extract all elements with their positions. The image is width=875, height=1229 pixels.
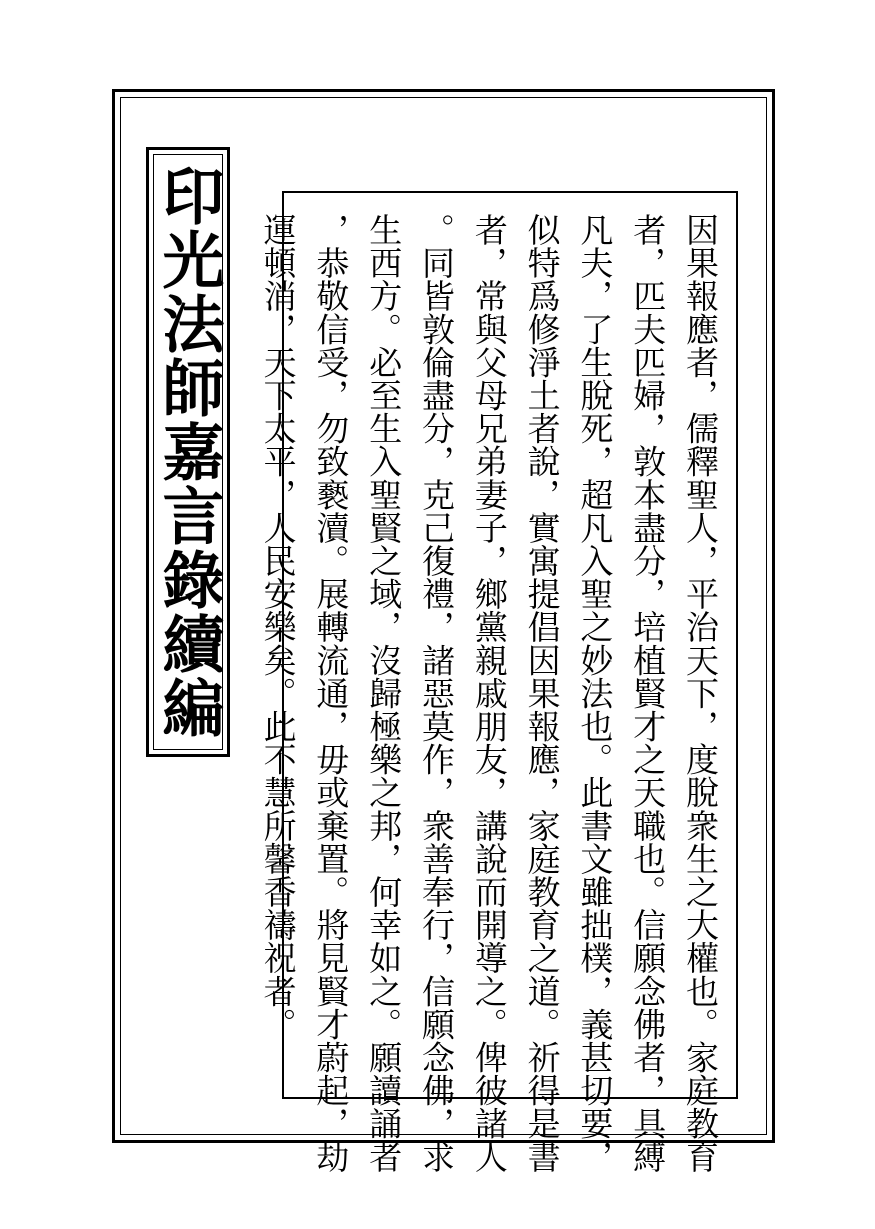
text-panel	[258, 191, 738, 1173]
text-column: 因果報應者，儒釋聖人，平治天下，度脫衆生之大權也。家庭教育	[681, 213, 720, 1173]
text-column: 生西方。必至生入聖賢之域，沒歸極樂之邦，何幸如之。願讀誦者	[364, 213, 404, 1173]
text-body	[251, 213, 726, 1173]
book-title: 印光法師嘉言錄續編	[152, 164, 225, 740]
title-cartouche	[146, 147, 230, 757]
text-column: 者，常與父母兄弟妻子，鄉黨親戚朋友，講說而開導之。俾彼諸人	[469, 213, 509, 1173]
text-column: 似特爲修淨土者說，實寓提倡因果報應，家庭教育之道。祈得是書	[522, 213, 562, 1173]
text-column: 者，匹夫匹婦，敦本盡分，培植賢才之天職也。信願念佛者，具縛	[628, 213, 668, 1173]
text-column: 運頓消，天下太平，人民安樂矣。此不慧所馨香禱祝者。	[258, 213, 298, 1041]
title-cartouche-inner	[153, 154, 223, 750]
text-column: ，恭敬信受，勿致褻瀆。展轉流通，毋或棄置。將見賢才蔚起，劫	[311, 213, 351, 1173]
text-column: 凡夫，了生脫死，超凡入聖之妙法也。此書文雖拙樸，義甚切要，	[575, 213, 615, 1173]
text-column: 。同皆敦倫盡分，克己復禮，諸惡莫作，衆善奉行，信願念佛，求	[417, 213, 457, 1173]
